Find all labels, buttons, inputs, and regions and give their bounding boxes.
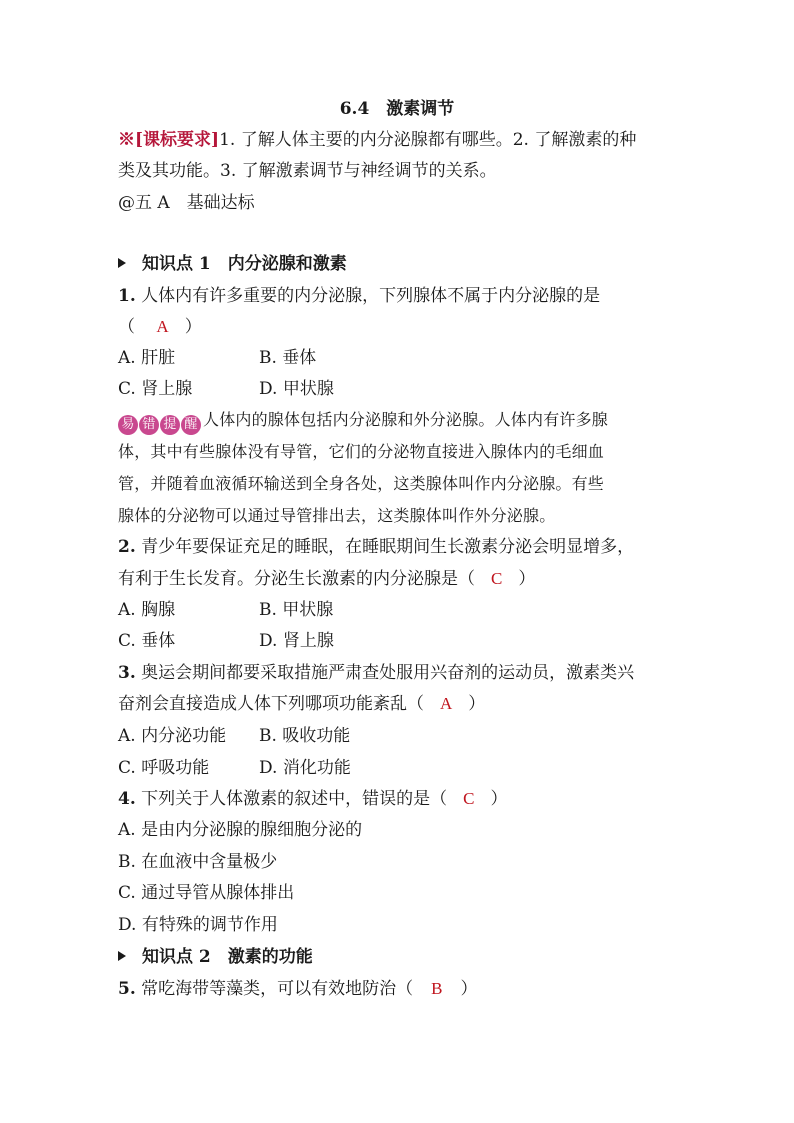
option[interactable]: C. 肾上腺 — [118, 379, 193, 399]
error-tip-line-3: 管，并随着血液循环输送到全身各处，这类腺体叫作内分泌腺。有些 — [118, 474, 605, 493]
section-1-label: 知识点 1 内分泌腺和激素 — [142, 254, 347, 274]
question-5-number: 5. — [118, 979, 136, 999]
triangle-bullet-icon — [118, 258, 126, 268]
question-1-stem — [118, 284, 600, 308]
option[interactable]: D. 消化功能 — [259, 758, 351, 778]
requirement-line-2: 类及其功能。3. 了解激素调节与神经调节的关系。 — [118, 161, 497, 181]
option[interactable]: D. 甲状腺 — [259, 379, 334, 399]
requirement-text-1: 1. 了解人体主要的内分泌腺都有哪些。2. 了解激素的种 — [219, 130, 637, 150]
question-1-options-row-2 — [118, 377, 334, 401]
level-label: @五 A 基础达标 — [118, 193, 255, 213]
question-4-text: 下列关于人体激素的叙述中，错误的是（ — [141, 789, 448, 809]
question-1-options-row-1 — [118, 346, 316, 370]
section-2-label: 知识点 2 激素的功能 — [142, 947, 313, 967]
question-1-answer-line — [118, 315, 202, 339]
question-2-stem-2 — [118, 567, 535, 591]
paren-close: ） — [460, 979, 478, 999]
page-title: 6.4 激素调节 — [339, 99, 455, 119]
option[interactable]: B. 垂体 — [259, 348, 317, 368]
question-2-answer: C — [491, 569, 503, 588]
paren-close: ） — [468, 694, 486, 714]
error-tip-line-1 — [118, 408, 608, 435]
question-3-number: 3. — [118, 663, 136, 683]
option[interactable]: C. 呼吸功能 — [118, 758, 210, 778]
question-3-options-row-1 — [118, 724, 350, 748]
error-tip-line-2: 体，其中有些腺体没有导管，它们的分泌物直接进入腺体内的毛细血 — [118, 442, 605, 461]
option[interactable]: A. 肝脏 — [118, 348, 176, 368]
question-4-answer: C — [463, 789, 475, 808]
question-4-number: 4. — [118, 789, 136, 809]
paren-open: （ — [118, 317, 135, 337]
option[interactable]: C. 垂体 — [118, 631, 176, 651]
option[interactable]: A. 内分泌功能 — [118, 726, 227, 746]
option[interactable]: D. 有特殊的调节作用 — [118, 915, 278, 935]
question-2-text-2: 有利于生长发育。分泌生长激素的内分泌腺是（ — [118, 569, 475, 589]
error-tip-line-4: 腺体的分泌物可以通过导管排出去，这类腺体叫作外分泌腺。 — [118, 506, 556, 525]
section-2-heading — [118, 945, 313, 969]
question-2-stem-1 — [118, 535, 634, 559]
question-3-text-2: 奋剂会直接造成人体下列哪项功能紊乱（ — [118, 694, 424, 714]
requirement-line-1 — [118, 128, 636, 152]
question-5-stem — [118, 977, 478, 1001]
question-1-text: 人体内有许多重要的内分泌腺，下列腺体不属于内分泌腺的是 — [141, 286, 601, 306]
badge-char: 提 — [160, 415, 180, 435]
section-1-heading — [118, 252, 347, 276]
error-tip-badge — [118, 411, 202, 435]
question-5-answer: B — [431, 979, 443, 998]
badge-char: 易 — [118, 415, 138, 435]
question-3-text-1: 奥运会期间都要采取措施严肃查处服用兴奋剂的运动员，激素类兴 — [141, 663, 635, 683]
badge-char: 醒 — [181, 415, 201, 435]
error-tip-text-1: 人体内的腺体包括内分泌腺和外分泌腺。人体内有许多腺 — [203, 410, 609, 429]
option[interactable]: D. 肾上腺 — [259, 631, 334, 651]
option[interactable]: C. 通过导管从腺体排出 — [118, 883, 295, 903]
question-5-text: 常吃海带等藻类，可以有效地防治（ — [141, 979, 414, 999]
question-4-stem — [118, 787, 508, 811]
question-2-text-1: 青少年要保证充足的睡眠，在睡眠期间生长激素分泌会明显增多， — [141, 537, 635, 557]
question-2-options-row-1 — [118, 598, 333, 622]
requirement-tag: ※[课标要求] — [118, 130, 220, 150]
paren-close: ） — [184, 317, 202, 337]
question-3-stem-2 — [118, 692, 485, 716]
paren-close: ） — [518, 569, 536, 589]
question-2-number: 2. — [118, 537, 136, 557]
question-3-stem-1 — [118, 661, 634, 685]
badge-char: 错 — [139, 415, 159, 435]
question-1-number: 1. — [118, 286, 136, 306]
question-3-options-row-2 — [118, 756, 351, 780]
question-1-answer: A — [156, 317, 169, 336]
question-3-answer: A — [440, 694, 453, 713]
option[interactable]: A. 胸腺 — [118, 600, 176, 620]
option[interactable]: A. 是由内分泌腺的腺细胞分泌的 — [118, 820, 363, 840]
option[interactable]: B. 甲状腺 — [259, 600, 334, 620]
question-2-options-row-2 — [118, 629, 334, 653]
paren-close: ） — [490, 789, 508, 809]
option[interactable]: B. 在血液中含量极少 — [118, 852, 278, 872]
triangle-bullet-icon — [118, 951, 126, 961]
option[interactable]: B. 吸收功能 — [259, 726, 351, 746]
